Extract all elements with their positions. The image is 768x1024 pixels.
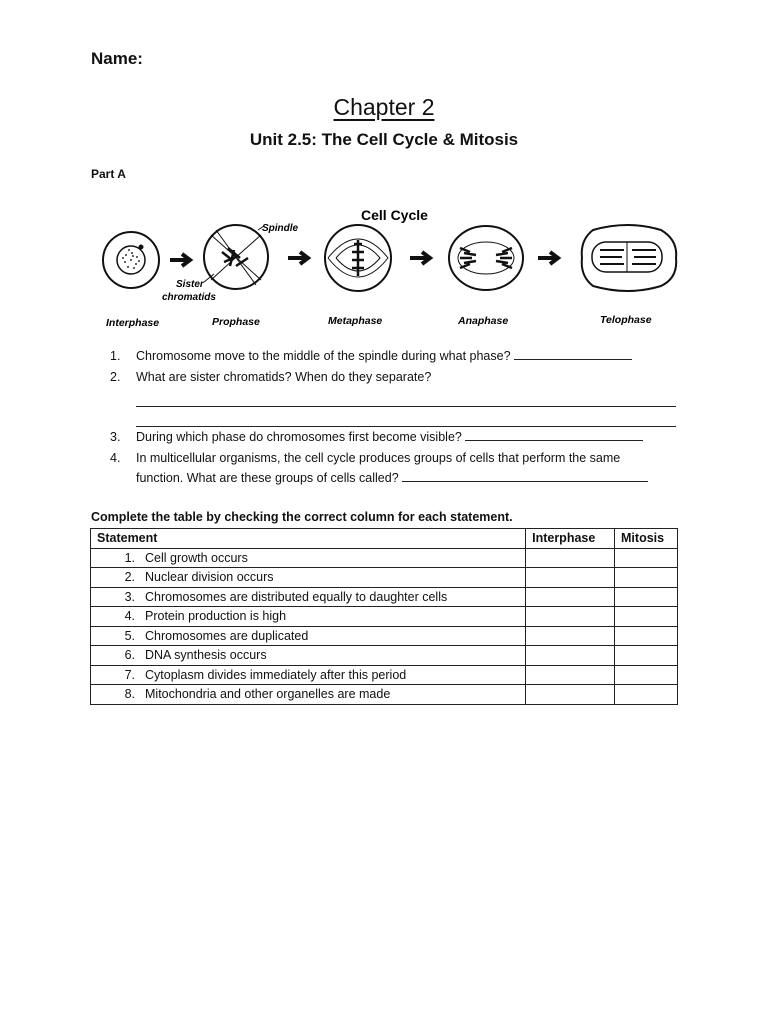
sister-label-1: Sister [176,279,204,290]
question-text: Chromosome move to the middle of the spindle during what phase? [136,349,511,363]
table-row [91,607,678,627]
row-statement: Chromosomes are distributed equally to daughter cells [145,589,448,604]
interphase-cell [103,232,159,288]
question-number: 2. [110,369,121,384]
row-number: 7. [124,667,135,682]
diagram-title: Cell Cycle [361,207,428,223]
answer-line[interactable] [136,387,676,407]
interphase-check-cell[interactable] [526,665,615,685]
row-number: 6. [124,648,135,663]
spindle-label: Spindle [262,223,299,234]
interphase-check-cell[interactable] [526,626,615,646]
row-number: 4. [124,609,135,624]
prophase-cell [204,225,268,289]
header-statement: Statement [91,529,526,549]
metaphase-cell [325,225,391,291]
question-4 [110,448,682,489]
interphase-check-cell[interactable] [526,685,615,705]
anaphase-cell [449,226,523,290]
mitosis-check-cell[interactable] [615,646,678,666]
phase-label-telophase: Telophase [600,314,652,326]
row-number: 8. [124,687,135,702]
header-interphase: Interphase [526,529,615,549]
interphase-check-cell[interactable] [526,646,615,666]
question-text: During which phase do chromosomes first become visible? [136,430,462,444]
question-number: 4. [110,450,121,465]
mitosis-check-cell[interactable] [615,626,678,646]
phase-label-prophase: Prophase [212,316,260,328]
phase-label-metaphase: Metaphase [328,315,383,327]
table-row [91,548,678,568]
row-statement: Nuclear division occurs [145,570,274,585]
interphase-check-cell[interactable] [526,548,615,568]
unit-title: Unit 2.5: The Cell Cycle & Mitosis [249,130,519,149]
arrow-icon [410,252,430,264]
row-statement: Mitochondria and other organelles are made [145,687,391,702]
arrow-icon [288,252,308,264]
question-number: 3. [110,430,121,444]
chapter-title: Chapter 2 [333,94,435,120]
cell-cycle-diagram [96,200,686,338]
row-statement: Chromosomes are duplicated [145,628,309,643]
question-2 [110,367,682,388]
answer-blank[interactable] [402,469,648,482]
answer-blank[interactable] [514,347,632,360]
arrow-icon [538,252,558,264]
phase-label-interphase: Interphase [106,317,160,329]
question-3 [110,427,682,448]
row-number: 2. [124,570,135,585]
interphase-check-cell[interactable] [526,587,615,607]
arrow-icon [170,254,190,266]
mitosis-check-cell[interactable] [615,587,678,607]
mitosis-check-cell[interactable] [615,685,678,705]
row-number: 1. [124,550,135,565]
question-list [110,346,682,489]
table-row [91,685,678,705]
answer-line[interactable] [136,407,676,427]
header-mitosis: Mitosis [615,529,678,549]
mitosis-check-cell[interactable] [615,548,678,568]
row-number: 5. [124,628,135,643]
row-statement: Cell growth occurs [145,550,248,565]
part-label: Part A [91,167,126,181]
question-text: What are sister chromatids? When do they separate? [136,369,432,384]
row-number: 3. [124,589,135,604]
interphase-check-cell[interactable] [526,607,615,627]
table-row [91,568,678,588]
mitosis-check-cell[interactable] [615,568,678,588]
row-statement: Cytoplasm divides immediately after this period [145,667,407,682]
table-row [91,626,678,646]
table-instruction: Complete the table by checking the correct column for each statement. [91,510,513,524]
table-row [91,665,678,685]
row-statement: Protein production is high [145,609,287,624]
table-row [91,587,678,607]
mitosis-check-cell[interactable] [615,607,678,627]
question-1 [110,346,682,367]
interphase-check-cell[interactable] [526,568,615,588]
sister-label-2: chromatids [162,292,216,303]
name-label: Name: [91,49,143,68]
question-text-cont: function. What are these groups of cells called? [136,471,399,485]
row-statement: DNA synthesis occurs [145,648,267,663]
phase-label-anaphase: Anaphase [458,315,509,327]
mitosis-check-cell[interactable] [615,665,678,685]
table-row [91,646,678,666]
question-number: 1. [110,349,121,363]
question-text: In multicellular organisms, the cell cycle produces groups of cells that perform the same [136,450,621,465]
answer-blank[interactable] [465,428,643,441]
statement-table [90,528,678,705]
table-header-row [91,529,678,549]
telophase-cell [582,225,676,291]
